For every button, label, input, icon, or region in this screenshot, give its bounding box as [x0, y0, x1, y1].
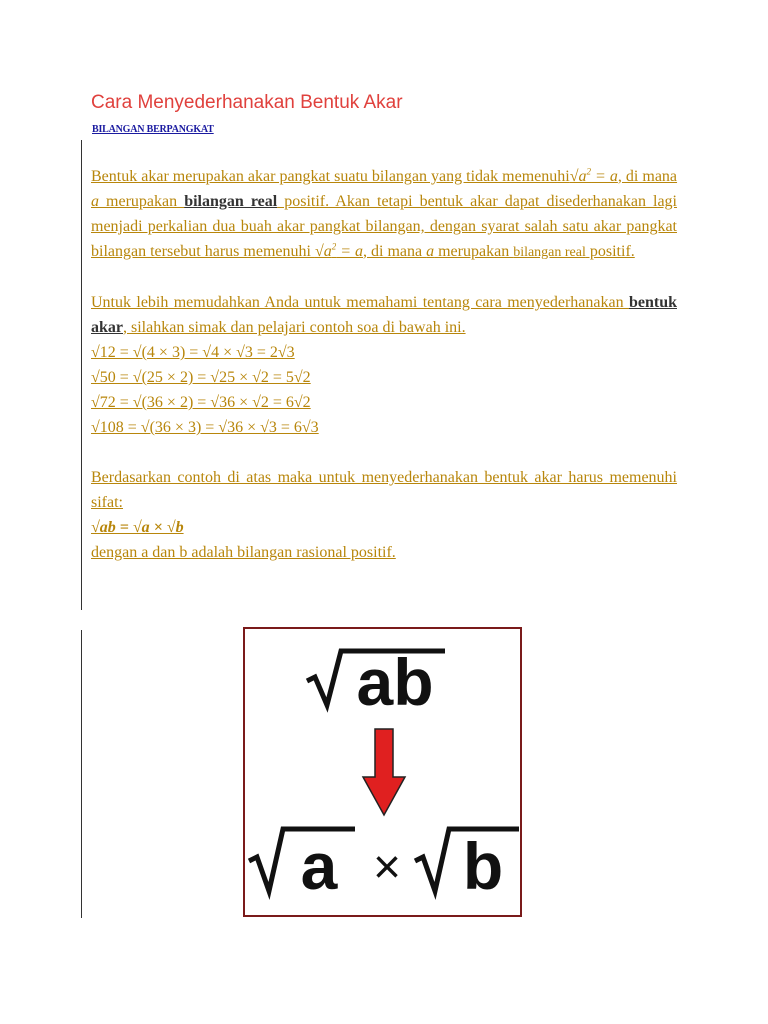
- page-title: Cara Menyederhanakan Bentuk Akar: [91, 92, 403, 113]
- paragraph-examples-intro: Untuk lebih memudahkan Anda untuk memahami tentang cara menyederhanakan bentuk akar, silahkan simak dan pelajari contoh soa di bawah ini.: [91, 294, 677, 336]
- intro-text: merupakan: [434, 243, 514, 260]
- left-margin-line: [81, 140, 82, 610]
- intro-text: merupakan: [99, 193, 185, 210]
- formula-sqrt-a-squared: $√a^2 = a$: [569, 166, 618, 185]
- example-line: √72 = √(36 × 2) = √36 × √2 = 6√2: [91, 394, 311, 411]
- variable-a-2: a: [426, 243, 435, 260]
- left-margin-line-lower: [81, 630, 82, 918]
- figure-svg: [245, 629, 520, 915]
- intro-text: positif.: [585, 243, 635, 260]
- paragraph-property-intro: Berdasarkan contoh di atas maka untuk menyederhanakan bentuk akar harus memenuhi sifat:: [91, 469, 677, 511]
- article-content: [91, 164, 677, 565]
- intro-text: , di mana: [363, 243, 427, 260]
- property-note: dengan a dan b adalah bilangan rasional positif.: [91, 544, 396, 561]
- bilangan-real-link-2[interactable]: bilangan real: [513, 245, 586, 260]
- intro-text: , di mana: [617, 168, 678, 185]
- bentuk-akar-link[interactable]: bentuk akar: [91, 294, 677, 336]
- sqrt-property-figure: [243, 627, 522, 917]
- formula-sqrt-a-squared-2: $√a^2 = a$: [314, 241, 364, 260]
- times-sign: ×: [372, 841, 402, 894]
- bilangan-real-link[interactable]: bilangan real: [184, 193, 278, 210]
- intro-text: Bentuk akar merupakan akar pangkat suatu bilangan yang tidak memenuhi: [91, 168, 570, 185]
- example-line: √50 = √(25 × 2) = √25 × √2 = 5√2: [91, 369, 311, 386]
- variable-a: a: [91, 193, 99, 210]
- example-line: √108 = √(36 × 3) = √36 × √3 = 6√3: [91, 419, 319, 436]
- top-radicand: ab: [356, 645, 434, 719]
- bilangan-berpangkat-link[interactable]: BILANGAN BERPANGKAT: [92, 124, 214, 135]
- bottom-left-radicand: a: [300, 829, 338, 903]
- intro-text: positif. Akan tetapi bentuk akar dapat disederhanakan lagi menjadi perkalian dua buah akar pangkat bilangan, dengan syarat salah satu akar pangkat bilangan tersebut harus memenuhi: [91, 193, 678, 260]
- example-line: √12 = √(4 × 3) = √4 × √3 = 2√3: [91, 344, 295, 361]
- property-formula: √ab = √a × √b: [91, 519, 184, 536]
- down-arrow-icon: [363, 729, 405, 815]
- bottom-right-radicand: b: [462, 829, 504, 903]
- paragraph-intro: [91, 164, 677, 265]
